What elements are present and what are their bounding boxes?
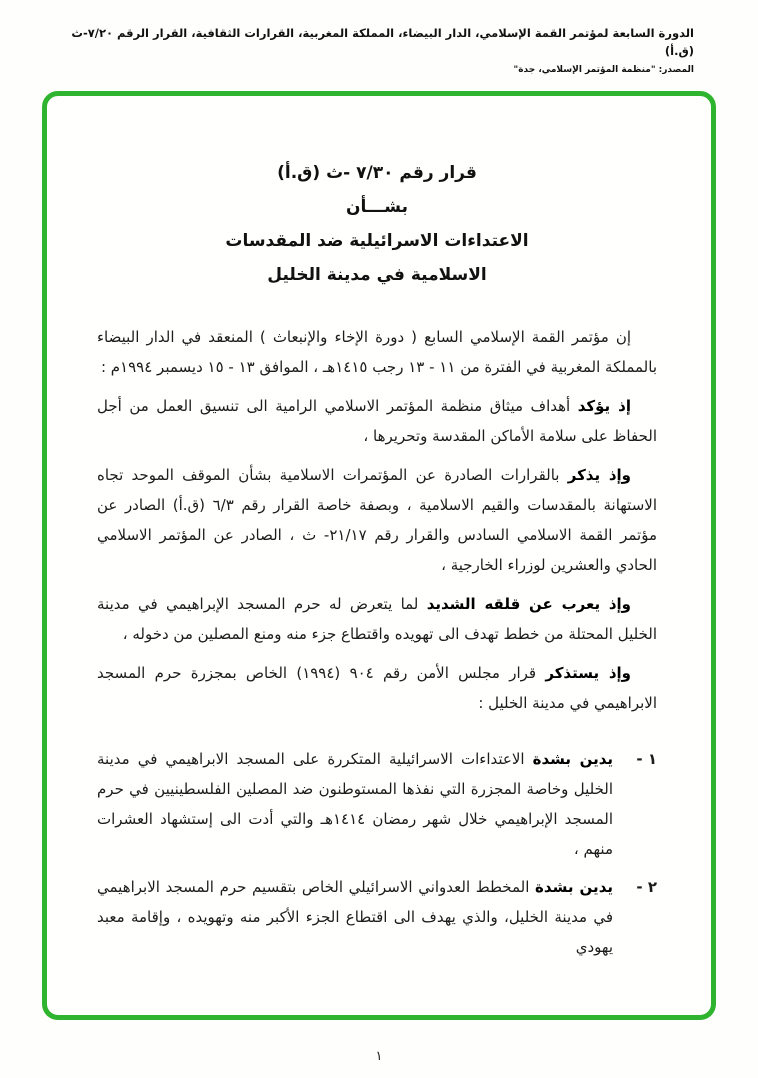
preamble-paragraph [97,322,657,382]
resolution-title-block [97,156,657,292]
item-1-body [97,744,613,864]
clause-recalling-unsc-904-text: قرار مجلس الأمن رقم ٩٠٤ (١٩٩٤) الخاص بمجزرة حرم المسجد الابراهيمي في مدينة الخليل : [97,664,657,712]
document-content [47,96,711,1015]
clause-affirming-text: أهداف ميثاق منظمة المؤتمر الاسلامي الرامية الى تنسيق العمل من أجل الحفاظ على سلامة الأماكن المقدسة وتحريرها ، [97,397,657,445]
item-2-body [97,872,613,962]
item-2-lead: يدين بشدة [535,878,613,896]
operative-item-1 [97,744,657,864]
preamble-text: إن مؤتمر القمة الإسلامي السابع ( دورة الإخاء والإنبعاث ) المنعقد في الدار البيضاء بالمملكة المغربية في الفترة من ١١ - ١٣ رجب ١٤١٥هـ ، الموافق ١٣ - ١٥ ديسمبر ١٩٩٤م : [97,328,657,376]
clause-expressing-concern [97,589,657,649]
operative-item-2 [97,872,657,962]
clause-recalling-unsc-904-lead: وإذ يستذكر [545,664,632,682]
clause-affirming [97,391,657,451]
clause-recalling-resolutions-text: بالقرارات الصادرة عن المؤتمرات الاسلامية بشأن الموقف الموحد تجاه الاستهانة بالمقدسات والقيم الاسلامية ، وبصفة خاصة القرار رقم ٦/٣ (ق.أ) الصادر عن مؤتمر القمة الاسلامي السادس والقرار رقم ٢١/١٧- ث ، الصادر عن المؤتمر الاسلامي الحادي والعشرين لوزراء الخارجية ، [97,466,658,574]
catalog-header [44,25,694,75]
resolution-subject-line-2: الاسلامية في مدينة الخليل [267,265,487,285]
catalog-title-line: الدورة السابعة لمؤتمر القمة الإسلامي، الدار البيضاء، المملكة المغربية، القرارات الثقافية، القرار الرقم ٧/٢٠-ث (ق.أ) [71,26,694,58]
resolution-subject-line-1: الاعتداءات الاسرائيلية ضد المقدسات [225,231,529,251]
item-1-lead: يدين بشدة [532,750,613,768]
clause-recalling-resolutions-lead: وإذ يذكر [567,466,631,484]
clause-expressing-concern-text: لما يتعرض له حرم المسجد الإبراهيمي في مدينة الخليل المحتلة من خطط تهدف الى تهويده واقتطاع جزء منه ومنع المصلين من دخوله ، [97,595,657,643]
resolution-number-line: قرار رقم ٧/٣٠ -ث (ق.أ) [277,163,477,183]
page-number: ١ [375,1049,383,1064]
clause-recalling-resolutions [97,460,657,580]
resolution-regarding-line: بشـــأن [345,197,408,217]
document-frame [42,91,716,1020]
catalog-source-line: المصدر: "منظمة المؤتمر الإسلامي، جدة" [513,64,694,75]
item-2-text: المخطط العدواني الاسرائيلي الخاص بتقسيم حرم المسجد الابراهيمي في مدينة الخليل، والذي يهدف الى اقتطاع الجزء الأكبر منه وتهويده ، وإقامة معبد يهودي [97,878,613,956]
item-1-number: ١ - [636,750,657,768]
item-2-number: ٢ - [636,878,657,896]
item-1-text: الاعتداءات الاسرائيلية المتكررة على المسجد الابراهيمي في مدينة الخليل وخاصة المجزرة التي نفذها المستوطنون ضد المصلين الفلسطينيين في حرم المسجد الإبراهيمي خلال شهر رمضان ١٤١٤هـ والتي أدت الى إستشهاد العشرات منهم ، [97,750,613,858]
clause-expressing-concern-lead: وإذ يعرب عن قلقه الشديد [426,595,631,613]
operative-items [97,744,657,962]
clause-recalling-unsc-904 [97,658,657,718]
clause-affirming-lead: إذ يؤكد [577,397,631,415]
